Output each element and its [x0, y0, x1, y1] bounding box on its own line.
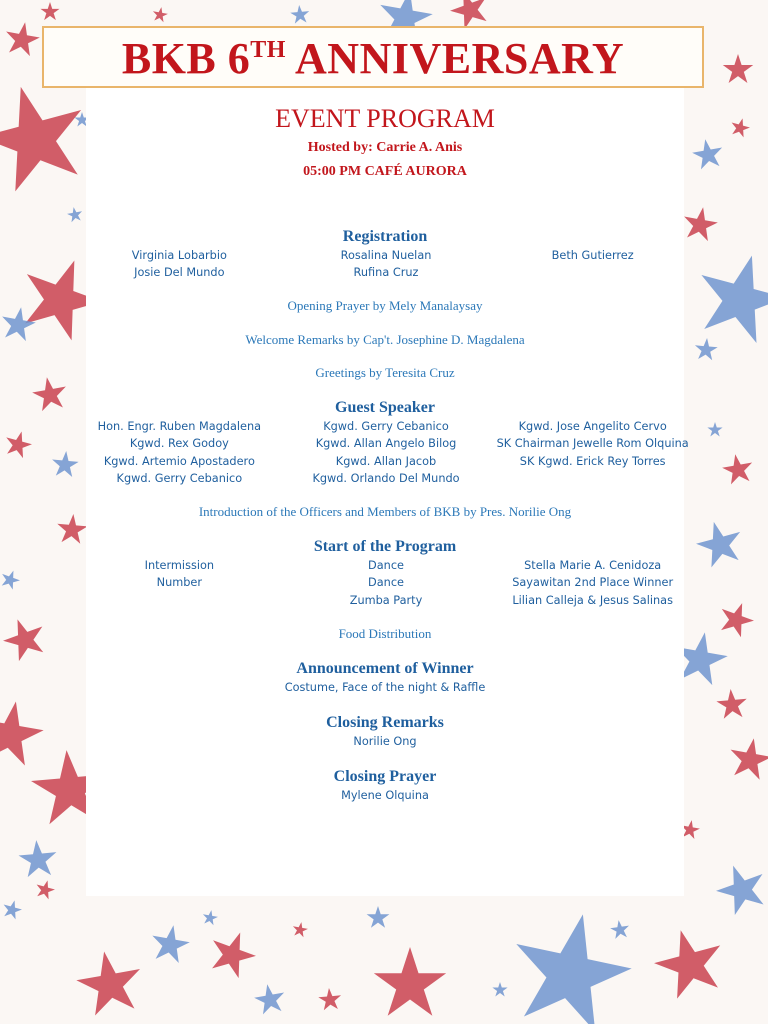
list-item: Kgwd. Gerry Cebanico [323, 420, 449, 433]
guest-speaker-col-1 [76, 418, 283, 487]
closing-remarks-text: Norilie Ong [353, 735, 417, 748]
welcome-remarks: Welcome Remarks by Cap't. Josephine D. Magdalena [245, 332, 525, 347]
list-item: Kgwd. Jose Angelito Cervo [518, 420, 667, 433]
time-venue: 05:00 PM CAFÉ AURORA [303, 164, 467, 179]
anniversary-title [122, 34, 624, 83]
title-main-before: BKB 6 [121, 34, 251, 83]
closing-prayer-heading: Closing Prayer [333, 768, 437, 785]
list-item: Stella Marie A. Cenidoza [524, 559, 662, 572]
list-item: Kgwd. Artemio Apostadero [103, 454, 255, 468]
list-item: Zumba Party [349, 593, 423, 607]
list-item: Beth Gutierrez [551, 249, 634, 262]
list-item: Hon. Engr. Ruben Magdalena [97, 420, 262, 433]
list-item: Lilian Calleja & Jesus Salinas [512, 593, 673, 607]
start-program-heading: Start of the Program [313, 538, 457, 555]
list-item: Sayawitan 2nd Place Winner [512, 576, 674, 590]
greetings: Greetings by Teresita Cruz [315, 365, 455, 380]
list-item: Dance [368, 576, 404, 590]
list-item: Kgwd. Orlando Del Mundo [312, 471, 460, 485]
registration-columns [76, 247, 696, 282]
event-program-title: EVENT PROGRAM [275, 104, 495, 133]
list-item: Intermission [144, 559, 215, 572]
list-item: Kgwd. Gerry Cebanico [116, 471, 243, 485]
list-item: Virginia Lobarbio [131, 249, 227, 262]
closing-remarks-heading: Closing Remarks [326, 714, 444, 731]
food-distribution: Food Distribution [338, 626, 432, 641]
list-item: Rosalina Nuelan [340, 249, 432, 262]
opening-prayer: Opening Prayer by Mely Manalaysay [287, 298, 483, 313]
list-item: Dance [368, 559, 404, 572]
list-item: SK Chairman Jewelle Rom Olquina [496, 437, 689, 451]
start-program-col-3 [489, 557, 696, 609]
announcement-text: Costume, Face of the night & Raffle [284, 681, 486, 694]
guest-speaker-col-3 [489, 418, 696, 487]
start-program-columns [76, 557, 696, 609]
registration-col-2 [283, 247, 490, 282]
announcement-heading: Announcement of Winner [296, 660, 474, 677]
start-program-col-2 [283, 557, 490, 609]
start-program-col-1 [76, 557, 283, 609]
title-main-after: ANNIVERSARY [295, 34, 625, 83]
list-item: Kgwd. Allan Angelo Bilog [315, 437, 457, 451]
list-item: Kgwd. Allan Jacob [335, 454, 437, 468]
introduction: Introduction of the Officers and Members of BKB by Pres. Norilie Ong [198, 504, 572, 519]
registration-heading: Registration [342, 228, 428, 245]
hosted-by: Hosted by: Carrie A. Anis [307, 140, 463, 155]
guest-speaker-columns [76, 418, 696, 487]
list-item: SK Kgwd. Erick Rey Torres [519, 454, 666, 468]
list-item: Kgwd. Rex Godoy [129, 437, 229, 451]
guest-speaker-heading: Guest Speaker [335, 399, 435, 416]
registration-col-1 [76, 247, 283, 282]
title-superscript: TH [250, 37, 286, 63]
list-item: Rufina Cruz [353, 266, 419, 280]
title-banner [42, 26, 704, 88]
list-item: Number [156, 576, 203, 590]
closing-prayer-text: Mylene Olquina [341, 789, 429, 802]
registration-col-3 [489, 247, 696, 282]
guest-speaker-col-2 [283, 418, 490, 487]
list-item: Josie Del Mundo [134, 266, 225, 280]
